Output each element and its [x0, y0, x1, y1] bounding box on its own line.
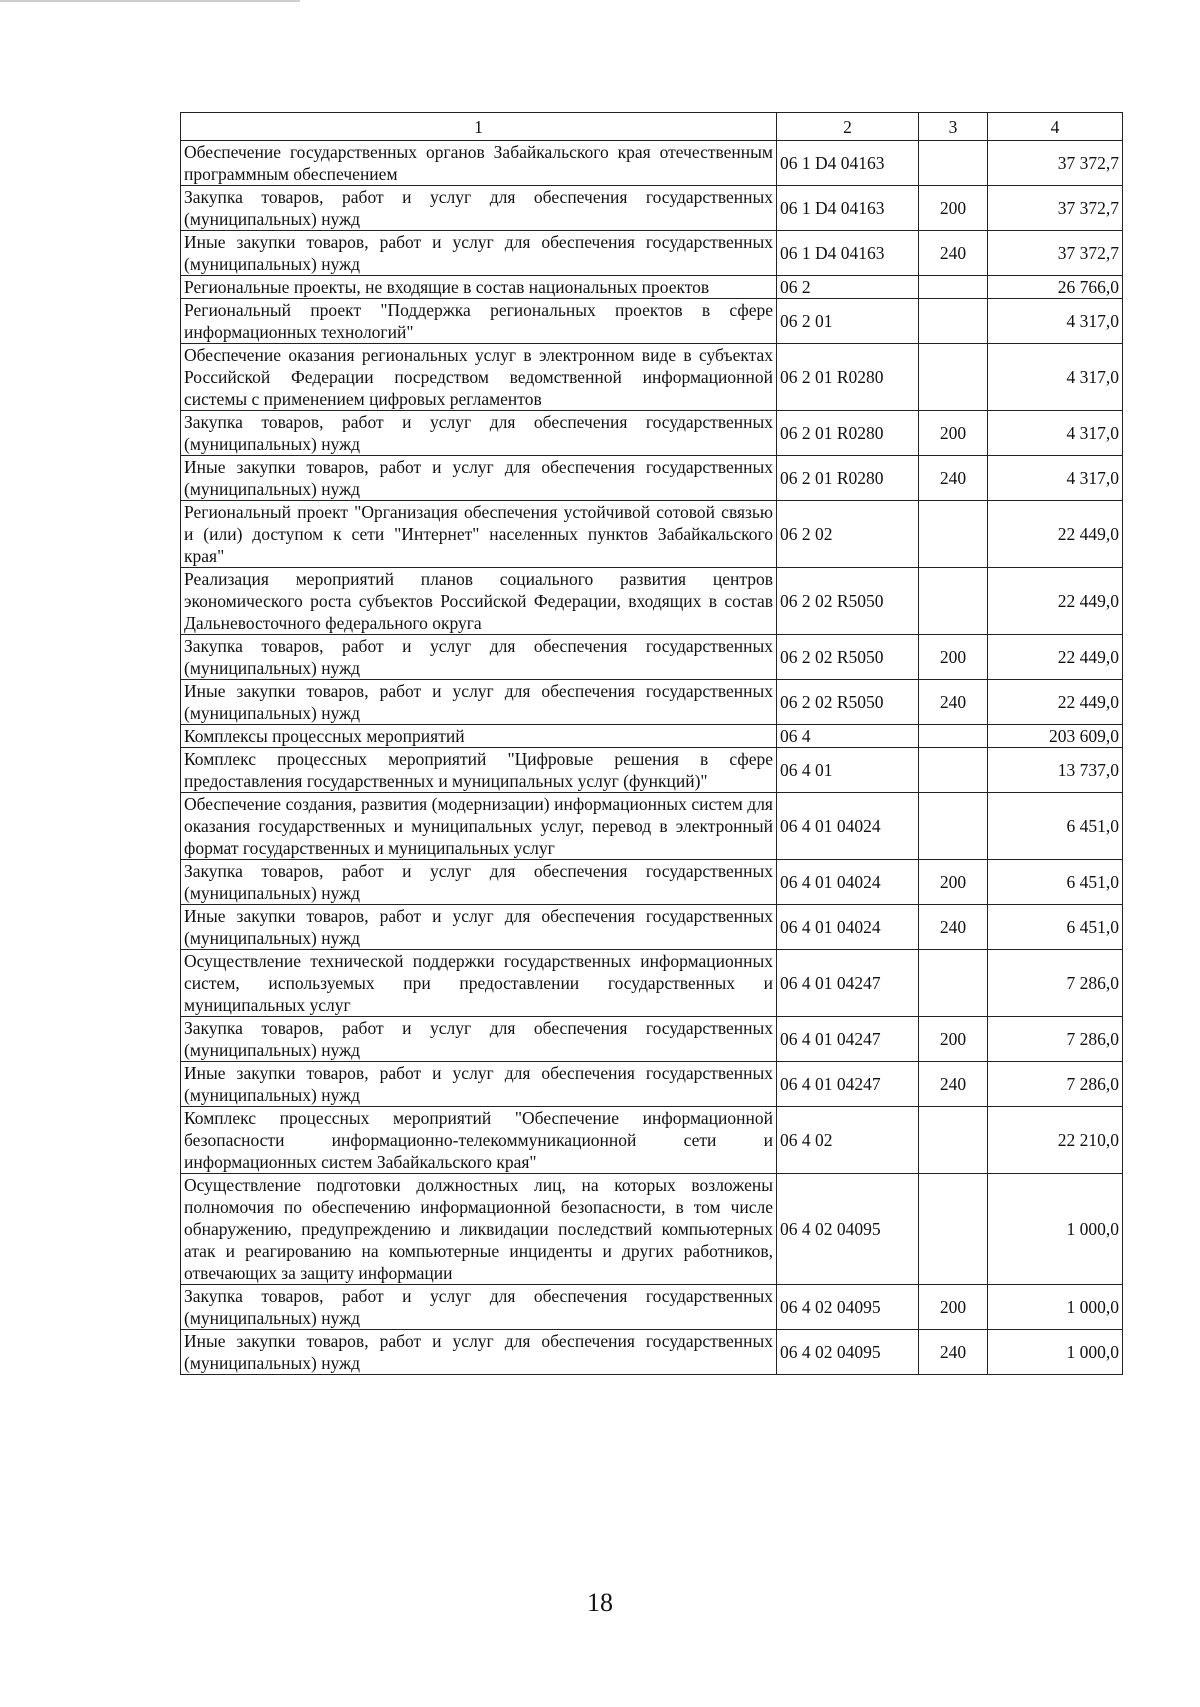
row-amount-cell: 1 000,0 [988, 1174, 1123, 1285]
row-amount-cell: 4 317,0 [988, 299, 1123, 344]
row-expense-type-cell [919, 344, 988, 411]
row-name-cell: Комплекс процессных мероприятий "Цифровые решения в сфере предоставления государственных и муниципальных услуг (функций)" [181, 748, 777, 793]
table-row [181, 1062, 1123, 1107]
budget-table [180, 112, 1123, 1375]
row-code-cell: 06 4 02 04095 [777, 1174, 919, 1285]
row-expense-type-cell: 200 [919, 1017, 988, 1062]
scan-edge-line [0, 0, 300, 2]
row-code-cell: 06 4 01 04247 [777, 1017, 919, 1062]
row-amount-cell: 4 317,0 [988, 411, 1123, 456]
row-expense-type-cell [919, 299, 988, 344]
table-row [181, 680, 1123, 725]
row-amount-cell: 6 451,0 [988, 860, 1123, 905]
row-amount-cell: 22 210,0 [988, 1107, 1123, 1174]
row-amount-cell: 7 286,0 [988, 1062, 1123, 1107]
table-row [181, 141, 1123, 186]
table-row [181, 1330, 1123, 1375]
table-row [181, 568, 1123, 635]
row-code-cell: 06 1 D4 04163 [777, 231, 919, 276]
row-name-cell: Региональный проект "Поддержка региональных проектов в сфере информационных технологий" [181, 299, 777, 344]
row-expense-type-cell [919, 793, 988, 860]
table-row [181, 725, 1123, 748]
row-amount-cell: 13 737,0 [988, 748, 1123, 793]
row-expense-type-cell [919, 141, 988, 186]
table-row [181, 1285, 1123, 1330]
row-expense-type-cell: 240 [919, 680, 988, 725]
header-col-3: 3 [919, 113, 988, 141]
row-name-cell: Закупка товаров, работ и услуг для обеспечения государственных (муниципальных) нужд [181, 860, 777, 905]
table-row [181, 186, 1123, 231]
table-body [181, 141, 1123, 1375]
header-row [181, 113, 1123, 141]
header-col-2: 2 [777, 113, 919, 141]
row-code-cell: 06 4 01 [777, 748, 919, 793]
row-name-cell: Реализация мероприятий планов социального развития центров экономического роста субъектов Российской Федерации, входящих в состав Дальневосточного федерального округа [181, 568, 777, 635]
row-expense-type-cell [919, 1107, 988, 1174]
table-row [181, 344, 1123, 411]
table-row [181, 635, 1123, 680]
row-code-cell: 06 4 02 [777, 1107, 919, 1174]
row-name-cell: Закупка товаров, работ и услуг для обеспечения государственных (муниципальных) нужд [181, 411, 777, 456]
row-code-cell: 06 2 01 R0280 [777, 411, 919, 456]
table-row [181, 501, 1123, 568]
row-name-cell: Иные закупки товаров, работ и услуг для обеспечения государственных (муниципальных) нужд [181, 1062, 777, 1107]
row-name-cell: Обеспечение оказания региональных услуг в электронном виде в субъектах Российской Федерации посредством ведомственной информационной системы с применением цифровых регламентов [181, 344, 777, 411]
row-amount-cell: 37 372,7 [988, 186, 1123, 231]
row-code-cell: 06 2 [777, 276, 919, 299]
table-row [181, 748, 1123, 793]
table-row [181, 276, 1123, 299]
row-expense-type-cell: 200 [919, 411, 988, 456]
row-code-cell: 06 4 01 04024 [777, 793, 919, 860]
row-amount-cell: 203 609,0 [988, 725, 1123, 748]
row-code-cell: 06 4 02 04095 [777, 1330, 919, 1375]
header-col-1: 1 [181, 113, 777, 141]
row-code-cell: 06 2 02 R5050 [777, 635, 919, 680]
row-code-cell: 06 4 01 04024 [777, 860, 919, 905]
row-expense-type-cell [919, 276, 988, 299]
row-name-cell: Региональный проект "Организация обеспечения устойчивой сотовой связью и (или) доступом к сети "Интернет" населенных пунктов Забайкальского края" [181, 501, 777, 568]
row-name-cell: Закупка товаров, работ и услуг для обеспечения государственных (муниципальных) нужд [181, 1017, 777, 1062]
row-expense-type-cell [919, 725, 988, 748]
row-name-cell: Комплекс процессных мероприятий "Обеспечение информационной безопасности информационно-телекоммуникационной сети и информационных систем Забайкальского края" [181, 1107, 777, 1174]
row-amount-cell: 6 451,0 [988, 793, 1123, 860]
row-expense-type-cell: 200 [919, 1285, 988, 1330]
row-expense-type-cell [919, 568, 988, 635]
row-code-cell: 06 4 [777, 725, 919, 748]
row-name-cell: Иные закупки товаров, работ и услуг для обеспечения государственных (муниципальных) нужд [181, 905, 777, 950]
row-expense-type-cell: 200 [919, 860, 988, 905]
row-code-cell: 06 1 D4 04163 [777, 186, 919, 231]
row-amount-cell: 7 286,0 [988, 1017, 1123, 1062]
header-col-4: 4 [988, 113, 1123, 141]
row-code-cell: 06 2 02 [777, 501, 919, 568]
row-expense-type-cell: 240 [919, 905, 988, 950]
table-row [181, 1174, 1123, 1285]
table-row [181, 905, 1123, 950]
row-expense-type-cell [919, 1174, 988, 1285]
row-amount-cell: 22 449,0 [988, 501, 1123, 568]
row-code-cell: 06 4 01 04247 [777, 1062, 919, 1107]
table-row [181, 1107, 1123, 1174]
row-amount-cell: 1 000,0 [988, 1330, 1123, 1375]
row-amount-cell: 37 372,7 [988, 231, 1123, 276]
row-expense-type-cell [919, 950, 988, 1017]
row-name-cell: Региональные проекты, не входящие в состав национальных проектов [181, 276, 777, 299]
table-row [181, 793, 1123, 860]
table-row [181, 456, 1123, 501]
row-amount-cell: 37 372,7 [988, 141, 1123, 186]
row-code-cell: 06 2 02 R5050 [777, 680, 919, 725]
row-amount-cell: 6 451,0 [988, 905, 1123, 950]
row-name-cell: Иные закупки товаров, работ и услуг для обеспечения государственных (муниципальных) нужд [181, 456, 777, 501]
row-expense-type-cell: 200 [919, 186, 988, 231]
row-amount-cell: 22 449,0 [988, 568, 1123, 635]
row-expense-type-cell: 200 [919, 635, 988, 680]
row-expense-type-cell [919, 748, 988, 793]
row-amount-cell: 7 286,0 [988, 950, 1123, 1017]
table-row [181, 1017, 1123, 1062]
row-name-cell: Осуществление подготовки должностных лиц, на которых возложены полномочия по обеспечению информационной безопасности, в том числе обнаружению, предупреждению и ликвидации последствий компьютерных атак и реагированию на компьютерные инциденты и других работников, отвечающих за защиту информации [181, 1174, 777, 1285]
row-code-cell: 06 2 02 R5050 [777, 568, 919, 635]
table-row [181, 411, 1123, 456]
row-expense-type-cell [919, 501, 988, 568]
row-code-cell: 06 4 01 04024 [777, 905, 919, 950]
row-amount-cell: 4 317,0 [988, 344, 1123, 411]
row-amount-cell: 22 449,0 [988, 635, 1123, 680]
row-amount-cell: 4 317,0 [988, 456, 1123, 501]
row-expense-type-cell: 240 [919, 1330, 988, 1375]
row-amount-cell: 26 766,0 [988, 276, 1123, 299]
row-name-cell: Обеспечение государственных органов Забайкальского края отечественным программным обеспечением [181, 141, 777, 186]
row-code-cell: 06 2 01 R0280 [777, 456, 919, 501]
row-code-cell: 06 2 01 [777, 299, 919, 344]
row-amount-cell: 22 449,0 [988, 680, 1123, 725]
row-name-cell: Закупка товаров, работ и услуг для обеспечения государственных (муниципальных) нужд [181, 1285, 777, 1330]
row-name-cell: Иные закупки товаров, работ и услуг для обеспечения государственных (муниципальных) нужд [181, 231, 777, 276]
row-name-cell: Обеспечение создания, развития (модернизации) информационных систем для оказания государственных и муниципальных услуг, перевод в электронный формат государственных и муниципальных услуг [181, 793, 777, 860]
row-expense-type-cell: 240 [919, 456, 988, 501]
row-name-cell: Иные закупки товаров, работ и услуг для обеспечения государственных (муниципальных) нужд [181, 1330, 777, 1375]
row-name-cell: Иные закупки товаров, работ и услуг для обеспечения государственных (муниципальных) нужд [181, 680, 777, 725]
row-name-cell: Комплексы процессных мероприятий [181, 725, 777, 748]
table-row [181, 231, 1123, 276]
row-code-cell: 06 2 01 R0280 [777, 344, 919, 411]
row-name-cell: Закупка товаров, работ и услуг для обеспечения государственных (муниципальных) нужд [181, 186, 777, 231]
table-row [181, 860, 1123, 905]
row-amount-cell: 1 000,0 [988, 1285, 1123, 1330]
row-name-cell: Закупка товаров, работ и услуг для обеспечения государственных (муниципальных) нужд [181, 635, 777, 680]
row-expense-type-cell: 240 [919, 1062, 988, 1107]
table-row [181, 299, 1123, 344]
row-expense-type-cell: 240 [919, 231, 988, 276]
row-code-cell: 06 4 01 04247 [777, 950, 919, 1017]
page-number: 18 [587, 1588, 613, 1617]
row-code-cell: 06 4 02 04095 [777, 1285, 919, 1330]
table-row [181, 950, 1123, 1017]
row-code-cell: 06 1 D4 04163 [777, 141, 919, 186]
row-name-cell: Осуществление технической поддержки государственных информационных систем, используемых при предоставлении государственных и муниципальных услуг [181, 950, 777, 1017]
